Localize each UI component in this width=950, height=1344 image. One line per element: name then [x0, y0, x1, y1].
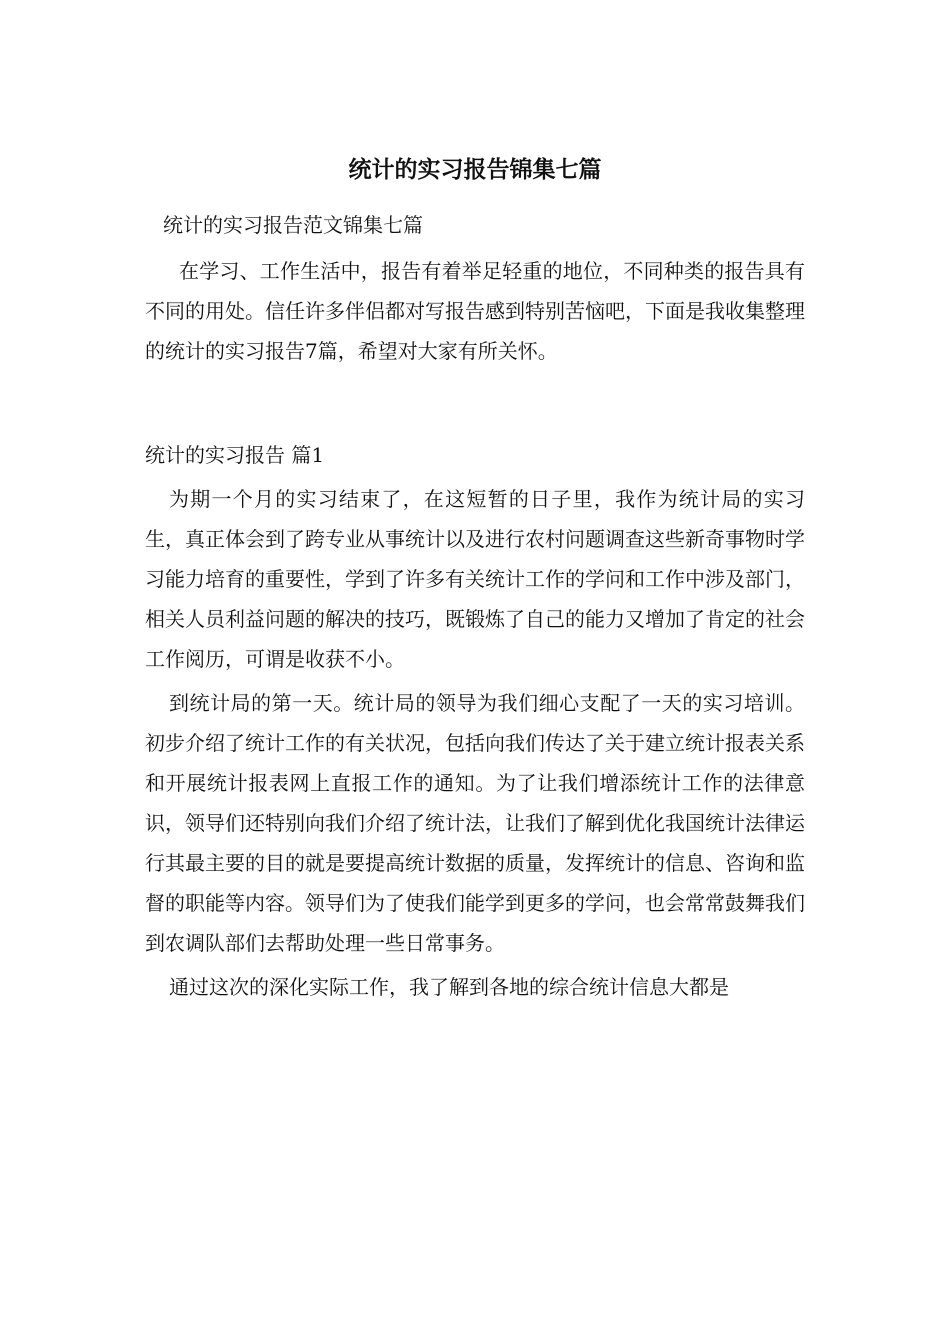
document-subtitle: 统计的实习报告范文锦集七篇	[163, 213, 423, 237]
document-title: 统计的实习报告锦集七篇	[348, 157, 602, 183]
body-paragraph-3: 通过这次的深化实际工作，我了解到各地的综合统计信息大都是	[169, 975, 729, 999]
section-heading: 统计的实习报告 篇1	[145, 443, 325, 467]
intro-paragraph: 在学习、工作生活中，报告有着举足轻重的地位，不同种类的报告具有不同的用处。信任许多伴侣都对写报告感到特别苦恼吧，下面是我收集整理的统计的实习报告7篇，希望对大家有所关怀。	[145, 259, 805, 363]
body-paragraph-2: 到统计局的第一天。统计局的领导为我们细心支配了一天的实习培训。初步介绍了统计工作的有关状况，包括向我们传达了关于建立统计报表关系和开展统计报表网上直报工作的通知。为了让我们增添统计工作的法律意识，领导们还特别向我们介绍了统计法，让我们了解到优化我国统计法律运行其最主要的目的就是要提高统计数据的质量，发挥统计的信息、咨询和监督的职能等内容。领导们为了使我们能学到更多的学问，也会常常鼓舞我们到农调队部们去帮助处理一些日常事务。	[145, 691, 805, 955]
section-spacer	[145, 371, 805, 435]
document-body	[145, 205, 805, 1011]
body-paragraph-1: 为期一个月的实习结束了，在这短暂的日子里，我作为统计局的实习生，真正体会到了跨专业从事统计以及进行农村问题调查这些新奇事物时学习能力培育的重要性，学到了许多有关统计工作的学问和工作中涉及部门，相关人员利益问题的解决的技巧，既锻炼了自己的能力又增加了肯定的社会工作阅历，可谓是收获不小。	[145, 487, 805, 671]
